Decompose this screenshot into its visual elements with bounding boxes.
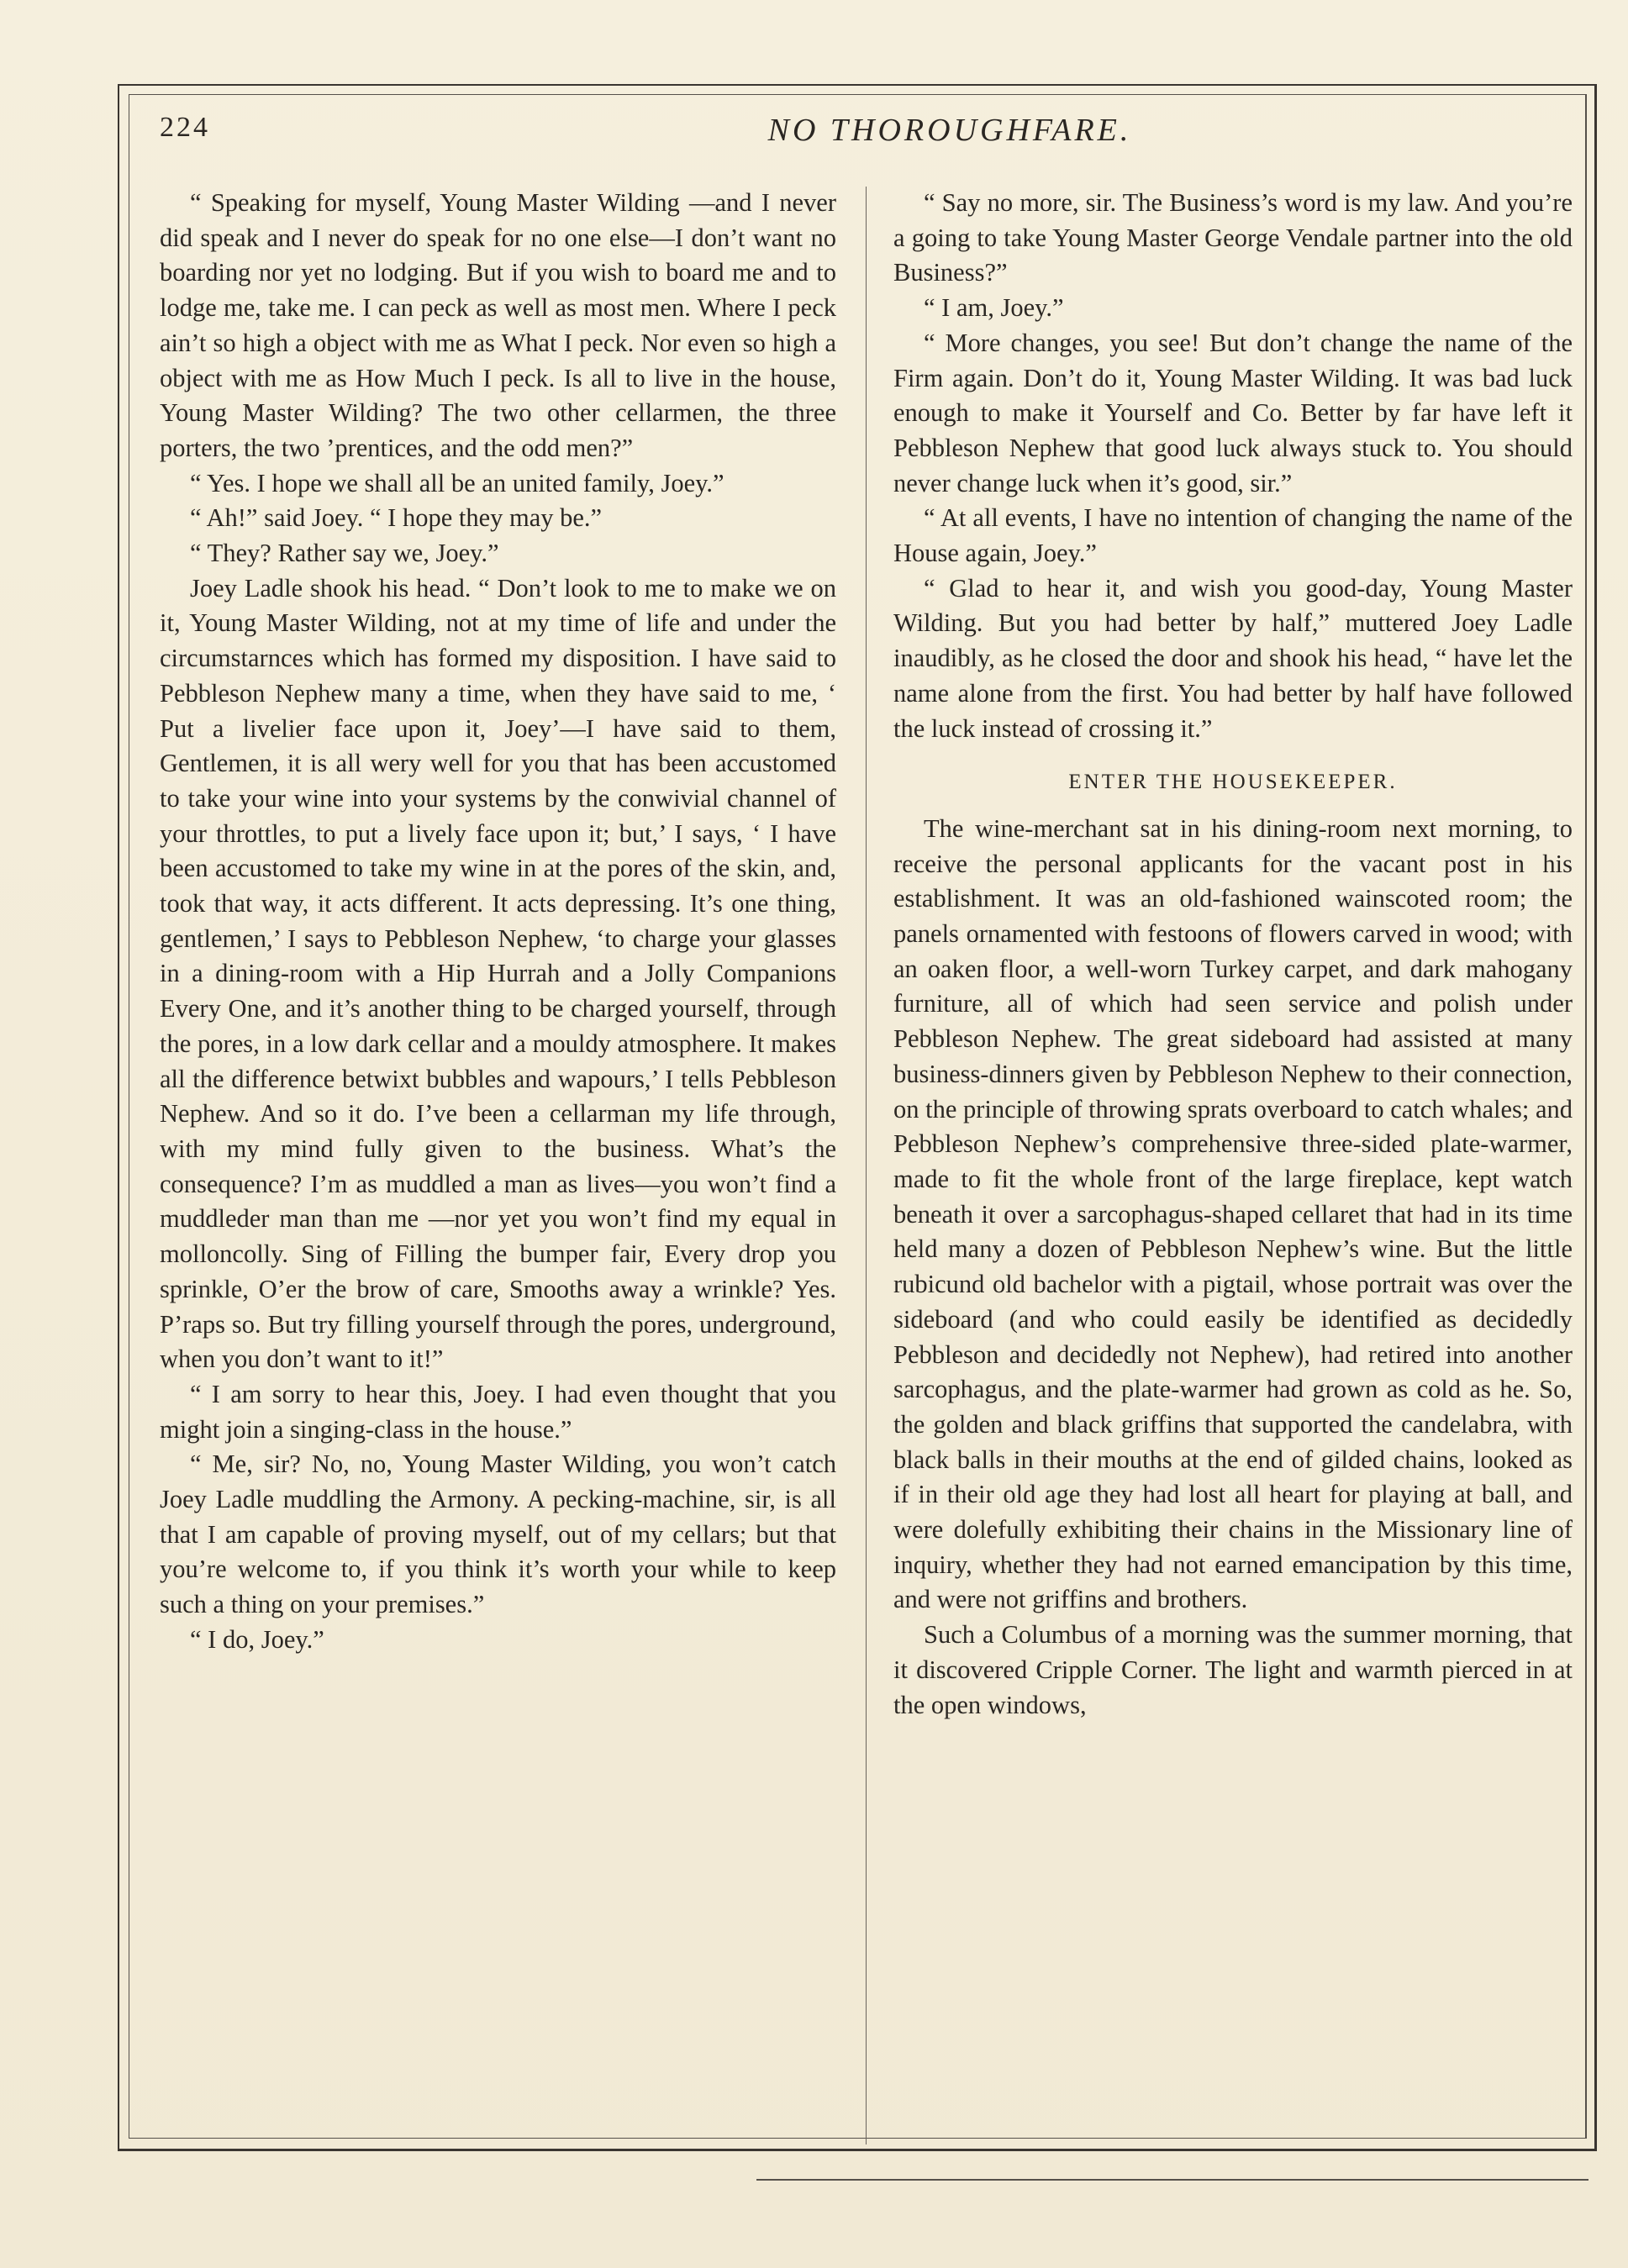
paragraph: “ More changes, you see! But don’t change the name of the Firm again. Don’t do it, Young Master Wilding. It was bad luck enough to make it Yourself and Co. Better by far have left it Pebbleson Nephew that good luck always stuck to. You should never change luck when it’s good, sir.”: [893, 328, 1573, 497]
paragraph: “ Say no more, sir. The Business’s word is my law. And you’re a going to take Young Master George Vendale partner into the old Business?”: [893, 188, 1573, 287]
page-number: 224: [160, 112, 210, 143]
paragraph: Joey Ladle shook his head. “ Don’t look to me to make we on it, Young Master Wilding, not at my time of life and under the circumstarnces which has formed my disposition. I have said to Pebbleson Nephew many a time, when they have said to me, ‘ Put a livelier face upon it, Joey’—I have said to them, Gentlemen, it is all wery well for you that has been accustomed to take your wine into your systems by the conwivial channel of your throttles, to put a lively face upon it; but,’ I says, ‘ I have been accustomed to take my wine in at the pores of the skin, and, took that way, it acts different. It acts depressing. It’s one thing, gentlemen,’ I says to Pebbleson Nephew, ‘to charge your glasses in a dining-room with a Hip Hurrah and a Jolly Companions Every One, and it’s another thing to be charged yourself, through the pores, in a low dark cellar and a mouldy atmosphere. It makes all the difference betwixt bubbles and wapours,’ I tells Pebbleson Nephew. And so it do. I’ve been a cellarman my life through, with my mind fully given to the business. What’s the consequence? I’m as muddled a man as lives—you won’t find a muddleder man than me —nor yet you won’t find my equal in molloncolly. Sing of Filling the bumper fair, Every drop you sprinkle, O’er the brow of care, Smooths away a wrinkle? Yes. P’raps so. But try filling yourself through the pores, underground, when you don’t want to it!”: [160, 573, 836, 1374]
paragraph: Such a Columbus of a morning was the summer morning, that it discovered Cripple Corner. The light and warmth pierced in at the open windows,: [893, 1620, 1573, 1719]
section-heading: ENTER THE HOUSEKEEPER.: [1068, 771, 1398, 794]
paragraph: “ I do, Joey.”: [190, 1624, 324, 1654]
paragraph: “ At all events, I have no intention of changing the name of the House again, Joey.”: [893, 503, 1573, 568]
paragraph: The wine-merchant sat in his dining-room next morning, to receive the personal applicants for the vacant post in his establishment. It was an old-fashioned wainscoted room; the panels ornamented with festoons of flowers carved in wood; with an oaken floor, a well-worn Turkey carpet, and dark mahogany furniture, all of which had seen service and polish under Pebbleson Nephew. The great sideboard had assisted at many business-dinners given by Pebbleson Nephew to their connection, on the principle of throwing sprats overboard to catch whales; and Pebbleson Nephew’s comprehensive three-sided plate-warmer, made to fit the whole front of the large fireplace, kept watch beneath it over a sarcophagus-shaped cellaret that had in its time held many a dozen of Pebbleson Nephew’s wine. But the little rubicund old bachelor with a pigtail, whose portrait was over the sideboard (and who could easily be identified as decidedly Pebbleson and decidedly not Nephew), had retired into another sarcophagus, and the plate-warmer had grown as cold as he. So, the golden and black griffins that supported the candelabra, with black balls in their mouths at the end of gilded chains, looked as if in their old age they had lost all heart for playing at ball, and were dolefully exhibiting their chains in the Missionary line of inquiry, whether they had not earned emancipation by this time, and were not griffins and brothers.: [893, 813, 1573, 1614]
paragraph: “ Speaking for myself, Young Master Wilding —and I never did speak and I never do speak for no one else—I don’t want no boarding nor yet no lodging. But if you wish to board me and to lodge me, take me. I can peck as well as most men. Where I peck ain’t so high a object with me as What I peck. Nor even so high a object with me as How Much I peck. Is all to live in the house, Young Master Wilding? The two other cellarmen, the three porters, the two ’prentices, and the odd men?”: [160, 188, 836, 462]
running-title: NO THOROUGHFARE.: [767, 113, 1132, 148]
paragraph: “ Yes. I hope we shall all be an united family, Joey.”: [190, 468, 724, 497]
paragraph: “ Me, sir? No, no, Young Master Wilding, you won’t catch Joey Ladle muddling the Armony. A pecking-machine, sir, is all that I am capable of proving myself, out of my cellars; but that you’re welcome to, if you think it’s worth your while to keep such a thing on your premises.”: [160, 1450, 836, 1619]
bottom-rule: [756, 2179, 1588, 2181]
paragraph: “ Glad to hear it, and wish you good-day, Young Master Wilding. But you had better by half,” muttered Joey Ladle inaudibly, as he closed the door and shook his head, “ have let the name alone from the first. You had better by half have followed the luck instead of crossing it.”: [893, 573, 1573, 743]
paragraph: “ They? Rather say we, Joey.”: [190, 539, 499, 568]
paragraph: “ Ah!” said Joey. “ I hope they may be.”: [190, 503, 603, 533]
left-column: [160, 186, 836, 1658]
paragraph: “ I am, Joey.”: [924, 293, 1064, 323]
page-header: [160, 112, 1580, 162]
right-column: [893, 186, 1573, 1723]
column-divider: [866, 187, 867, 2144]
paragraph: “ I am sorry to hear this, Joey. I had even thought that you might join a singing-class in the house.”: [160, 1379, 836, 1444]
